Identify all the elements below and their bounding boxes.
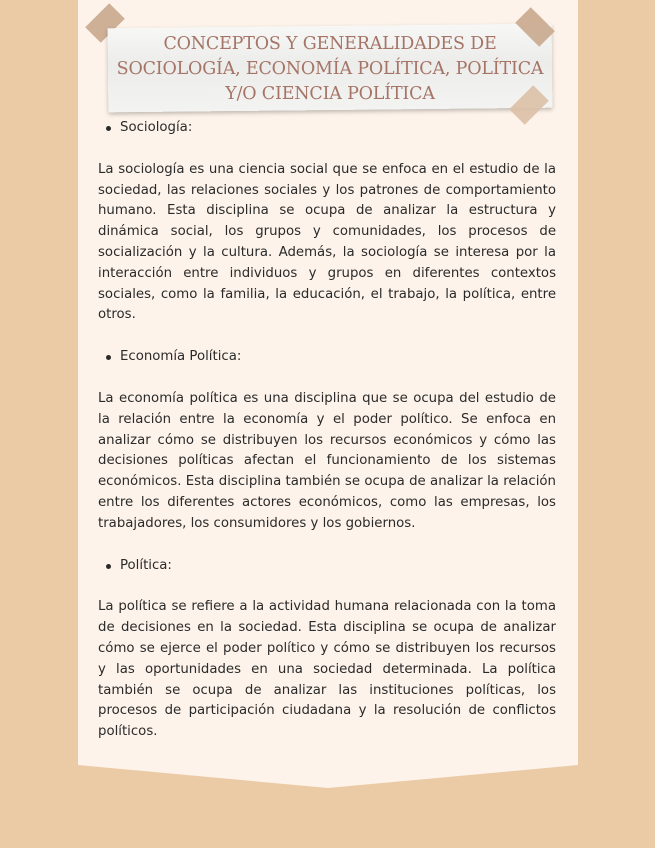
section-heading-politica: Política: [98, 556, 556, 577]
section-heading-economia-politica: Economía Política: [98, 347, 556, 368]
content [98, 118, 556, 764]
section-heading-sociologia: Sociología: [98, 118, 556, 139]
section-text-politica: La política se refiere a la actividad humana relacionada con la toma de decisiones en la sociedad. Esta disciplina se ocupa de analizar cómo se ejerce el poder político y cómo se distribuyen los recursos y las oportunidades en una sociedad determinada. La política también se ocupa de analizar las instituciones políticas, los procesos de participación ciudadana y la resolución de conflictos políticos. [98, 599, 556, 740]
section-text-economia-politica: La economía política es una disciplina que se ocupa del estudio de la relación entre la economía y el poder político. Se enfoca en analizar cómo se distribuyen los recursos económicos y cómo las decisiones políticas afectan el funcionamiento de los sistemas económicos. Esta disciplina también se ocupa de analizar la relación entre los diferentes actores económicos, como las empresas, los trabajadores, los consumidores y los gobiernos. [98, 390, 556, 531]
document-page [78, 0, 578, 790]
section-text-sociologia: La sociología es una ciencia social que se enfoca en el estudio de la sociedad, las relaciones sociales y los patrones de comportamiento humano. Esta disciplina se ocupa de analizar la estructura y dinámica social, los grupos y comunidades, los procesos de socialización y la cultura. Además, la sociología se interesa por la interacción entre individuos y grupos en diferentes contextos sociales, como la familia, la educación, el trabajo, la política, entre otros. [98, 161, 556, 323]
page-title: CONCEPTOS Y GENERALIDADES DE SOCIOLOGÍA, ECONOMÍA POLÍTICA, POLÍTICA Y/O CIENCIA POLÍTICA [116, 34, 544, 104]
